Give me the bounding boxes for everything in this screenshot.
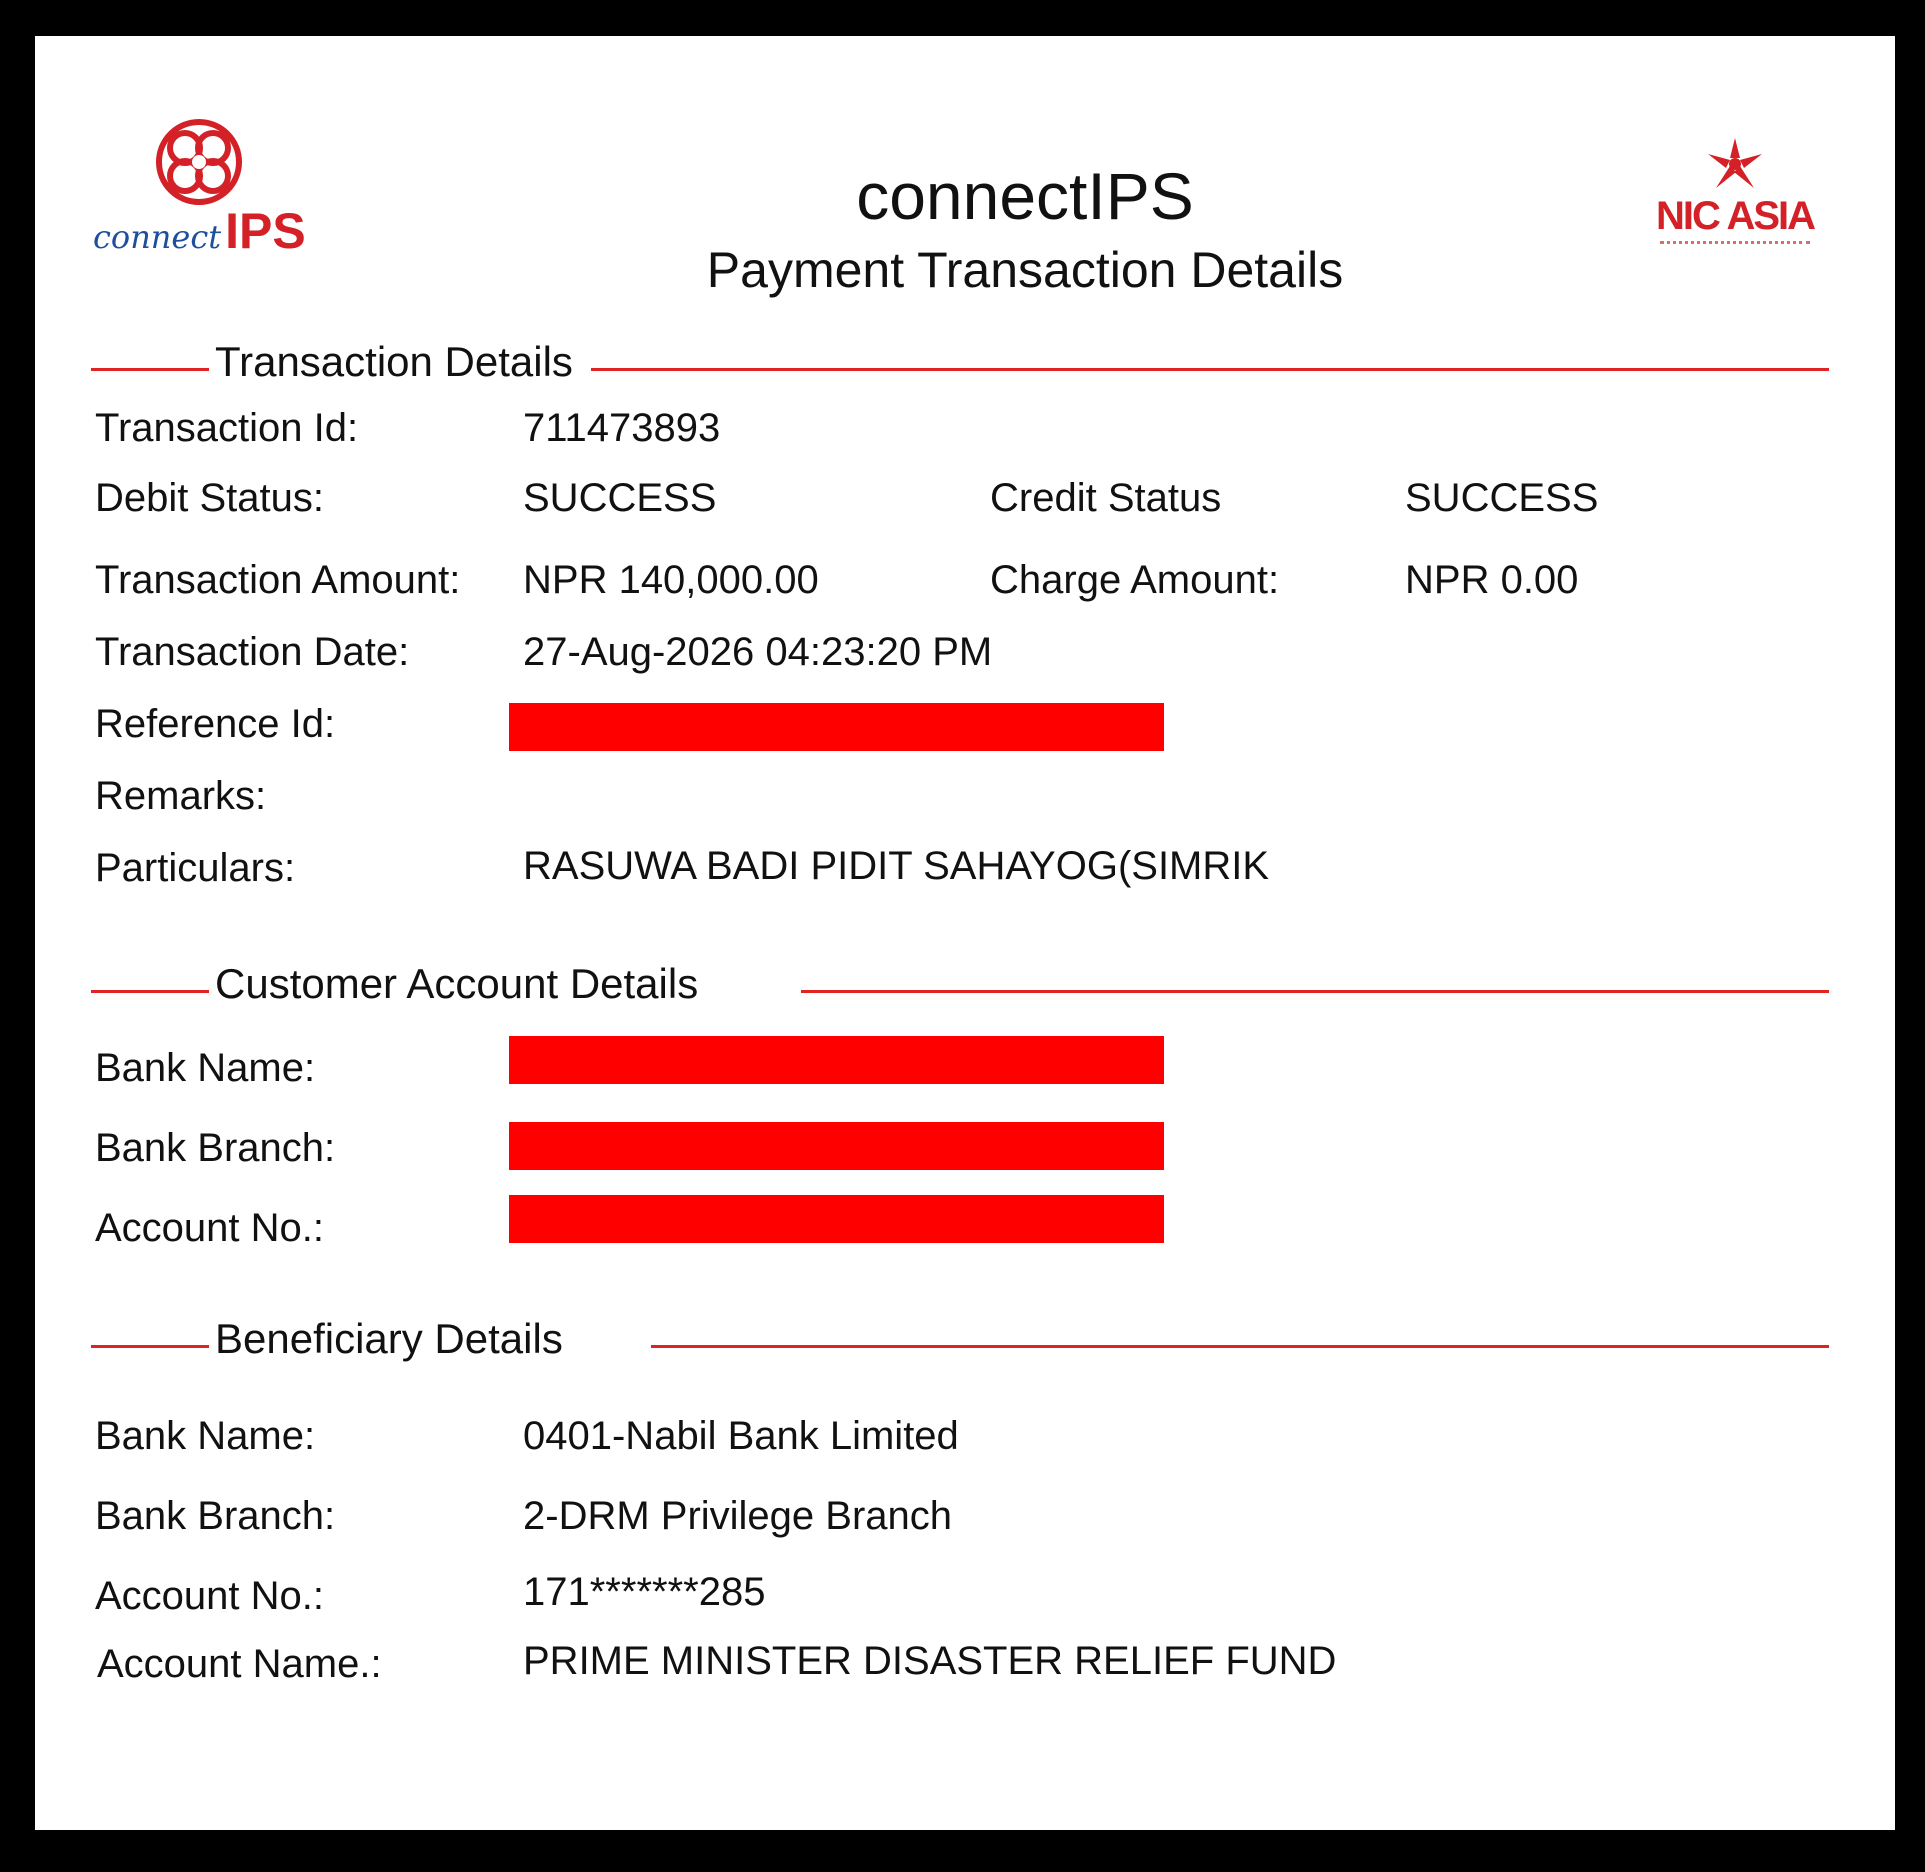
debit-status-value: SUCCESS bbox=[523, 476, 717, 520]
receipt-page bbox=[35, 36, 1895, 1830]
page-subtitle: Payment Transaction Details bbox=[706, 242, 1344, 298]
section-title: Customer Account Details bbox=[215, 960, 699, 1007]
section-transaction-details bbox=[91, 338, 1829, 398]
transaction-id-value: 711473893 bbox=[523, 406, 721, 450]
logo-word-connect: connect bbox=[93, 218, 222, 256]
section-rule-left bbox=[91, 1345, 209, 1348]
reference-id-label: Reference Id: bbox=[95, 702, 336, 746]
transaction-amount-label: Transaction Amount: bbox=[95, 558, 461, 602]
nic-asia-logo bbox=[1635, 136, 1835, 286]
customer-bank-name-label: Bank Name: bbox=[95, 1046, 316, 1090]
transaction-id-label: Transaction Id: bbox=[95, 406, 359, 450]
section-rule-right bbox=[651, 1345, 1829, 1348]
nic-asia-tagline bbox=[1660, 241, 1810, 247]
logo-word-ips: IPS bbox=[225, 203, 306, 259]
credit-status-label: Credit Status bbox=[990, 476, 1222, 520]
particulars-label: Particulars: bbox=[95, 846, 296, 890]
transaction-date-value: 27-Aug-2026 04:23:20 PM bbox=[523, 630, 993, 674]
redaction-bar bbox=[509, 1195, 1164, 1243]
transaction-amount-value: NPR 140,000.00 bbox=[523, 558, 819, 602]
redaction-bar bbox=[509, 1122, 1164, 1170]
beneficiary-account-name-label: Account Name.: bbox=[97, 1642, 382, 1686]
charge-amount-value: NPR 0.00 bbox=[1405, 558, 1579, 602]
credit-status-value: SUCCESS bbox=[1405, 476, 1599, 520]
beneficiary-account-name-value: PRIME MINISTER DISASTER RELIEF FUND bbox=[523, 1639, 1337, 1683]
transaction-date-label: Transaction Date: bbox=[95, 630, 410, 674]
section-title: Beneficiary Details bbox=[215, 1315, 563, 1362]
section-title: Transaction Details bbox=[215, 338, 573, 385]
beneficiary-account-no-value: 171*******285 bbox=[523, 1570, 766, 1614]
section-customer-account-details bbox=[91, 960, 1829, 1020]
section-rule-left bbox=[91, 990, 209, 993]
beneficiary-bank-name-label: Bank Name: bbox=[95, 1414, 316, 1458]
section-rule-right bbox=[801, 990, 1829, 993]
beneficiary-account-no-label: Account No.: bbox=[95, 1574, 325, 1618]
remarks-label: Remarks: bbox=[95, 774, 267, 818]
page-title: connectIPS bbox=[856, 159, 1194, 233]
customer-account-no-label: Account No.: bbox=[95, 1206, 325, 1250]
section-rule-left bbox=[91, 368, 209, 371]
redaction-bar bbox=[509, 1036, 1164, 1084]
charge-amount-label: Charge Amount: bbox=[990, 558, 1280, 602]
section-beneficiary-details bbox=[91, 1315, 1829, 1375]
debit-status-label: Debit Status: bbox=[95, 476, 325, 520]
beneficiary-bank-branch-value: 2-DRM Privilege Branch bbox=[523, 1494, 953, 1538]
customer-bank-branch-label: Bank Branch: bbox=[95, 1126, 336, 1170]
beneficiary-bank-branch-label: Bank Branch: bbox=[95, 1494, 336, 1538]
redaction-bar bbox=[509, 703, 1164, 751]
nic-asia-logo-text: NIC ASIA bbox=[1655, 194, 1815, 238]
section-rule-right bbox=[591, 368, 1829, 371]
beneficiary-bank-name-value: 0401-Nabil Bank Limited bbox=[523, 1414, 959, 1458]
particulars-value: RASUWA BADI PIDIT SAHAYOG(SIMRIK bbox=[523, 844, 1270, 888]
nic-asia-logo-icon bbox=[1700, 136, 1770, 192]
